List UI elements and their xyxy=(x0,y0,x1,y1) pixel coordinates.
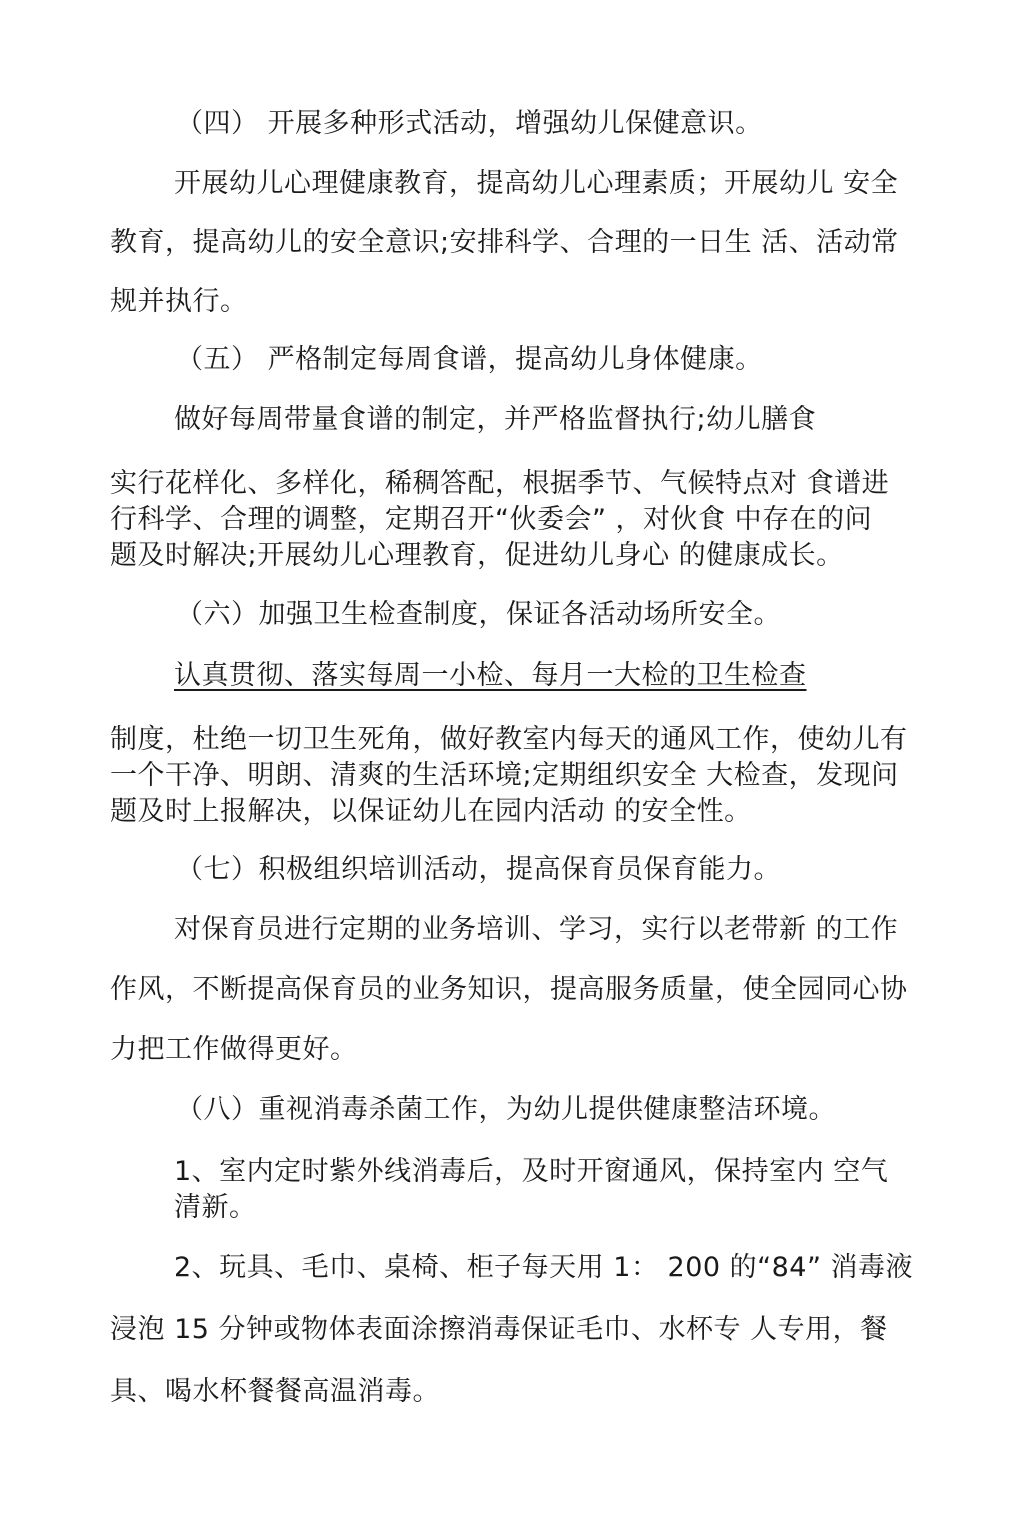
section-8-item-1-line: 1、室内定时紫外线消毒后，及时开窗通风，保持室内 空气 xyxy=(174,1156,889,1187)
section-5-paragraph-line: 题及时解决;开展幼儿心理教育，促进幼儿身心 的健康成长。 xyxy=(110,540,844,571)
section-7-paragraph-line: 对保育员进行定期的业务培训、学习，实行以老带新 的工作 xyxy=(174,914,899,945)
section-5-paragraph-line: 实行花样化、多样化，稀稠答配，根据季节、气候特点对 食谱进 xyxy=(110,468,890,499)
section-8-item-1-line: 清新。 xyxy=(174,1192,257,1223)
section-6-paragraph-line: 题及时上报解决，以保证幼儿在园内活动 的安全性。 xyxy=(110,796,752,827)
section-7-heading: （七）积极组织培训活动，提高保育员保育能力。 xyxy=(176,854,781,885)
section-6-paragraph-line: 制度，杜绝一切卫生死角，做好教室内每天的通风工作，使幼儿有 xyxy=(110,724,908,755)
section-4-paragraph-line: 教育，提高幼儿的安全意识;安排科学、合理的一日生 活、活动常 xyxy=(110,227,899,258)
section-5-heading: （五） 严格制定每周食谱，提高幼儿身体健康。 xyxy=(176,344,763,375)
section-8-item-2-line: 具、喝水杯餐餐高温消毒。 xyxy=(110,1376,440,1407)
section-7-paragraph-line: 力把工作做得更好。 xyxy=(110,1034,358,1065)
section-4-heading: （四） 开展多种形式活动，增强幼儿保健意识。 xyxy=(176,108,763,139)
section-5-paragraph-line: 行科学、合理的调整，定期召开“伙委会” ，对伙食 中存在的问 xyxy=(110,504,873,535)
section-8-heading: （八）重视消毒杀菌工作，为幼儿提供健康整洁环境。 xyxy=(176,1094,836,1125)
section-6-paragraph-line: 认真贯彻、落实每周一小检、每月一大检的卫生检查 xyxy=(174,660,807,691)
section-6-heading: （六）加强卫生检查制度，保证各活动场所安全。 xyxy=(176,599,781,630)
section-6-paragraph-line: 一个干净、明朗、清爽的生活环境;定期组织安全 大检查，发现问 xyxy=(110,760,899,791)
section-4-paragraph-line: 规并执行。 xyxy=(110,286,248,317)
section-8-item-2-line: 浸泡 15 分钟或物体表面涂擦消毒保证毛巾、水杯专 人专用，餐 xyxy=(110,1314,888,1345)
section-4-paragraph-line: 开展幼儿心理健康教育，提高幼儿心理素质；开展幼儿 安全 xyxy=(174,168,899,199)
section-5-paragraph-line: 做好每周带量食谱的制定，并严格监督执行;幼儿膳食 xyxy=(174,404,817,435)
section-7-paragraph-line: 作风，不断提高保育员的业务知识，提高服务质量，使全园同心协 xyxy=(110,974,908,1005)
section-8-item-2-line: 2、玩具、毛巾、桌椅、柜子每天用 1： 200 的“84” 消毒液 xyxy=(174,1252,914,1283)
